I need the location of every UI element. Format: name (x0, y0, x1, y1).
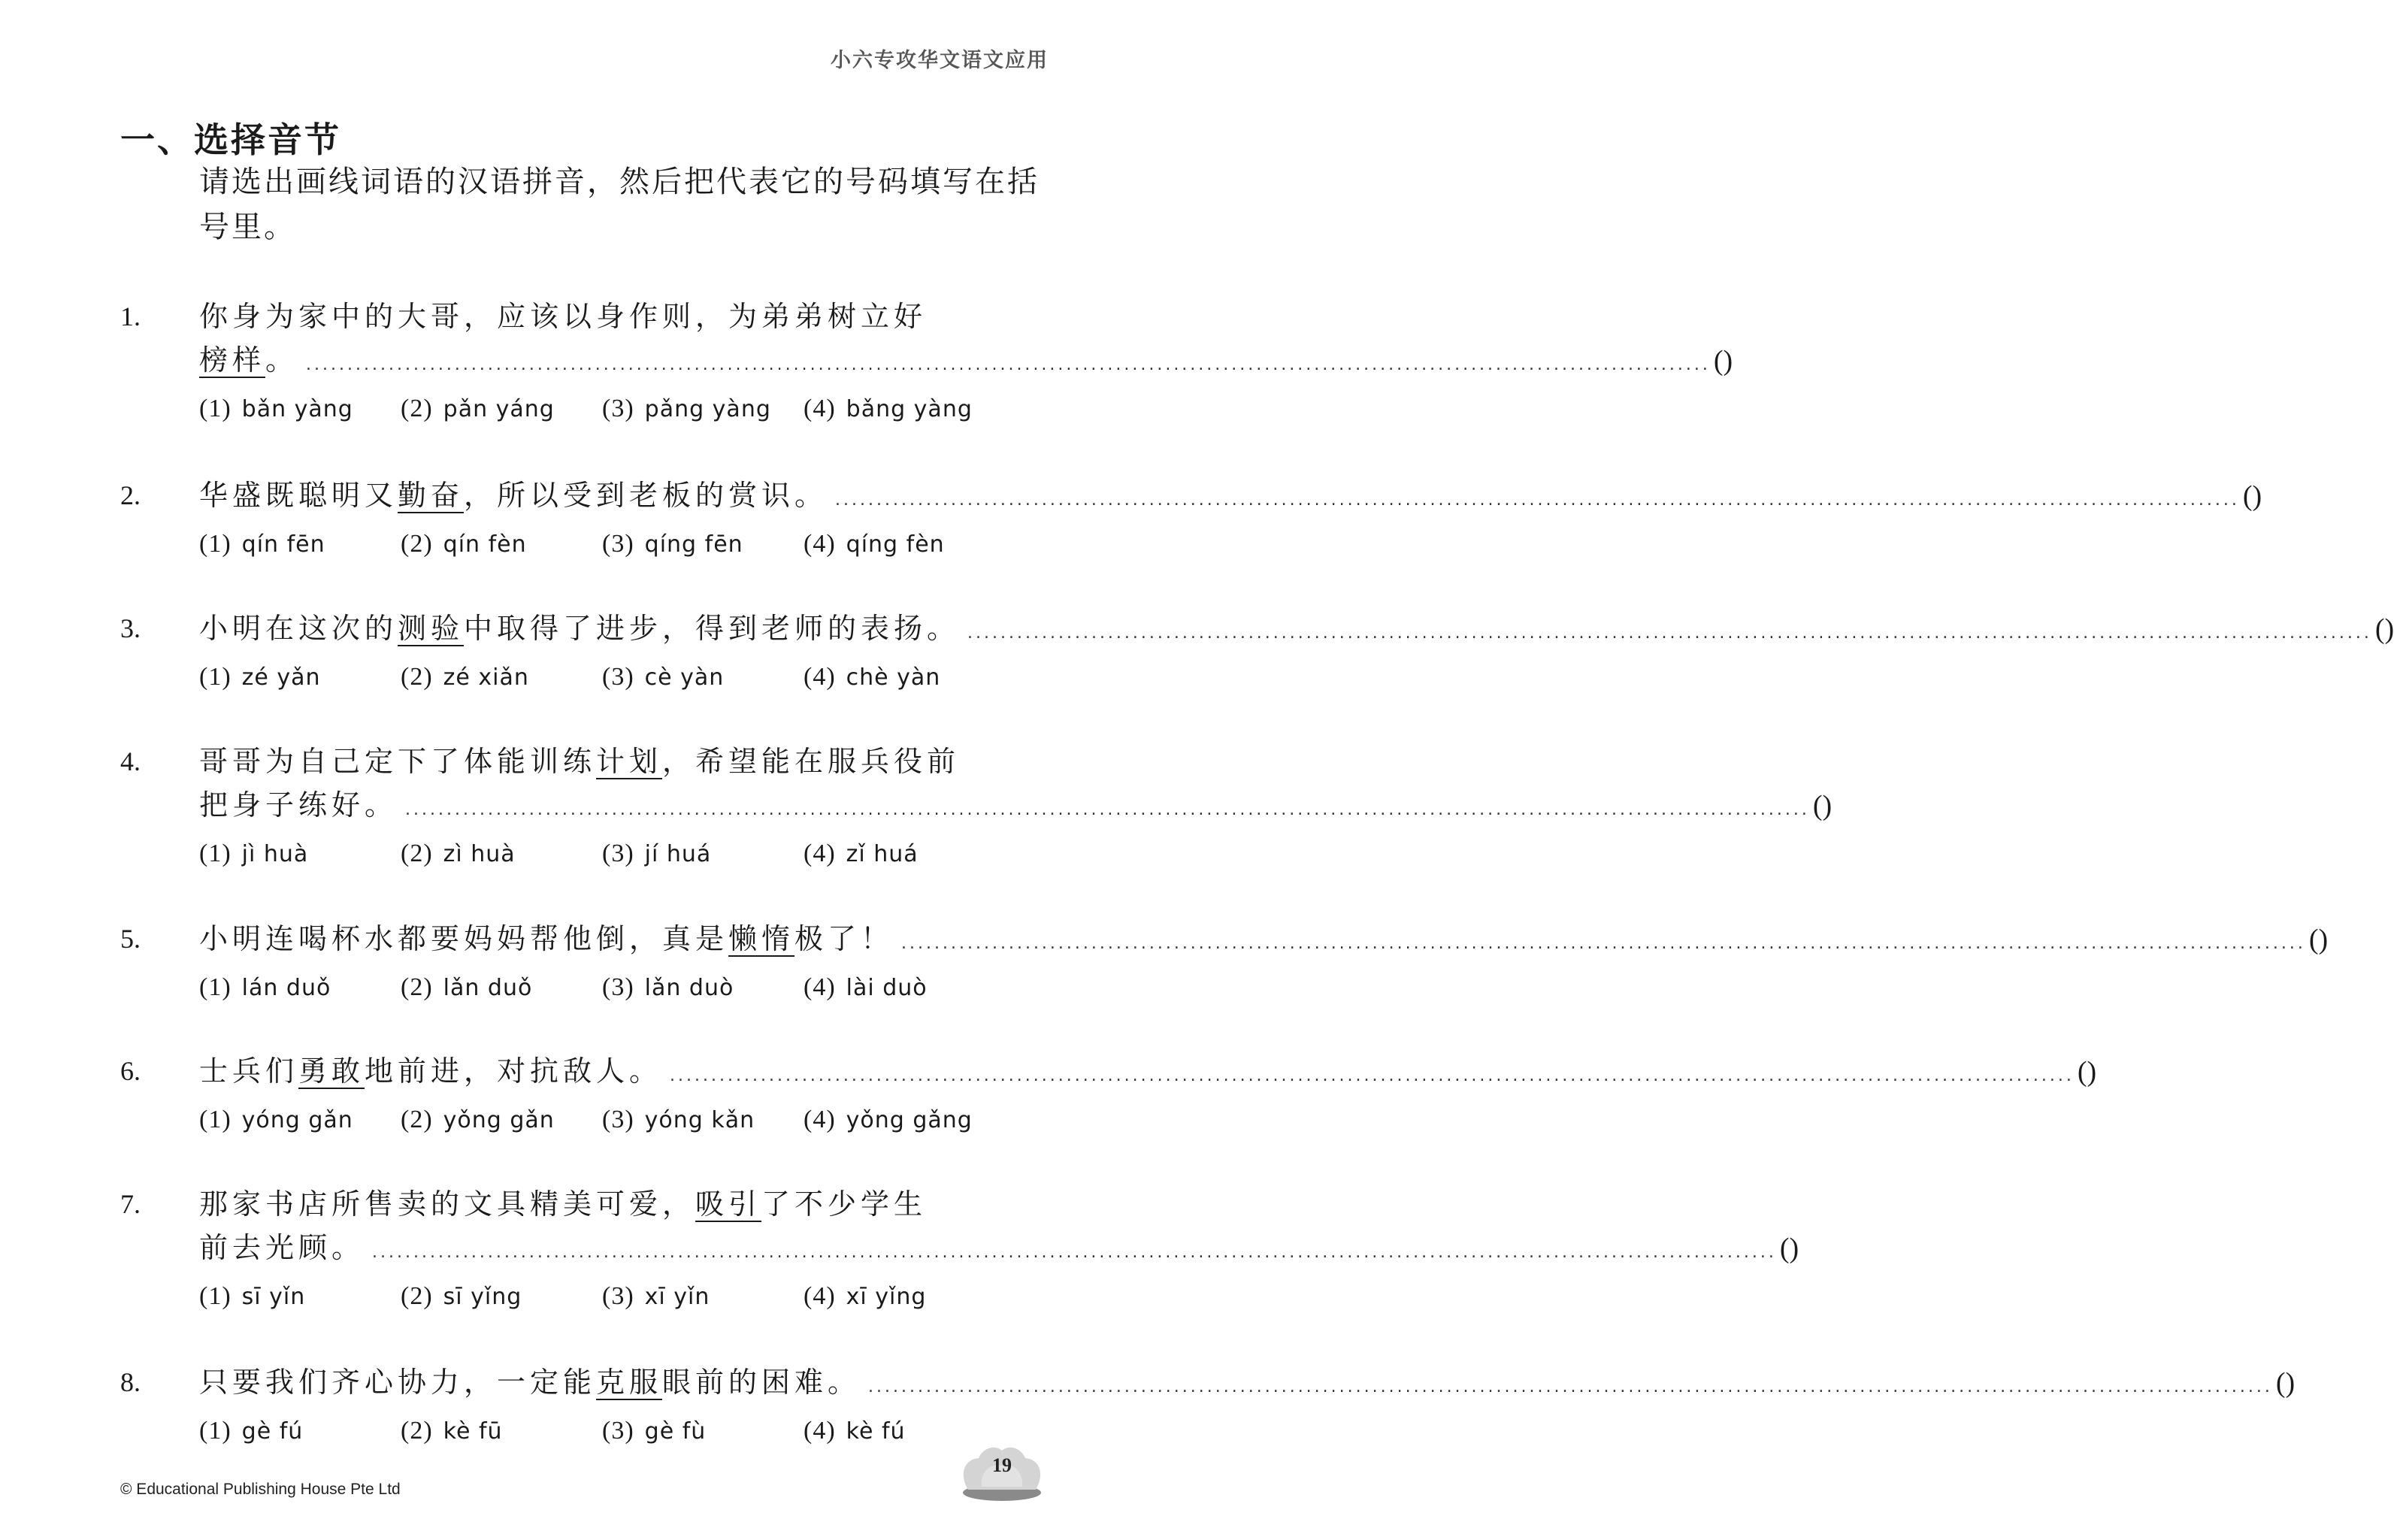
option-1: (1) jì huà (199, 840, 309, 867)
running-header: 小六专攻华文语文应用 (831, 49, 1049, 72)
question-number: 6. (120, 1056, 141, 1086)
question-text: 哥哥为自己定下了体能训练 (199, 745, 597, 778)
question-text: ，希望能在服兵役前 (662, 745, 961, 778)
option-2: (2) lǎn duǒ (401, 973, 533, 1001)
option-3: (3) xī yǐn (602, 1282, 710, 1310)
question-text: ，所以受到老板的赏识。 (464, 479, 828, 512)
question-text: 。 (265, 343, 299, 377)
dot-leader: .......................................................................................................................................................................... (306, 356, 1711, 374)
question-3 (120, 607, 2394, 697)
option-3: (3) lǎn duò (602, 973, 734, 1001)
answer-blank[interactable]: ( ) (2374, 613, 2394, 645)
option-1: (1) yóng gǎn (199, 1106, 353, 1133)
underlined-word: 懒惰 (728, 922, 795, 955)
question-text: 只要我们齐心协力，一定能 (199, 1366, 597, 1399)
answer-blank[interactable]: ( ) (2242, 480, 2262, 512)
option-2: (2) sī yǐng (401, 1282, 522, 1310)
copyright-footer: © Educational Publishing House Pte Ltd (120, 1481, 401, 1498)
question-number: 3. (120, 613, 141, 643)
option-4: (4) kè fú (804, 1417, 906, 1445)
option-2: (2) kè fū (401, 1417, 503, 1445)
option-4: (4) bǎng yàng (804, 395, 973, 422)
dot-leader: .......................................................................................................................................................................... (835, 491, 2240, 510)
question-number: 1. (120, 301, 141, 331)
option-4: (4) chè yàn (804, 663, 941, 691)
question-6 (120, 1049, 2097, 1140)
answer-blank[interactable]: ( ) (1779, 1233, 1799, 1264)
question-text: 了不少学生 (761, 1188, 928, 1221)
answer-blank[interactable]: ( ) (2077, 1056, 2097, 1088)
dot-leader: .......................................................................................................................................................................... (405, 800, 1810, 819)
dot-leader: .......................................................................................................................................................................... (868, 1378, 2273, 1396)
question-text: 小明在这次的 (199, 612, 398, 645)
question-text: 士兵们 (199, 1054, 299, 1088)
question-4 (120, 740, 1833, 874)
question-number: 5. (120, 924, 141, 954)
underlined-word: 测验 (398, 612, 465, 645)
underlined-word: 吸引 (695, 1188, 762, 1221)
option-4: (4) xī yǐng (804, 1282, 927, 1310)
option-1: (1) lán duǒ (199, 973, 331, 1001)
section-instruction: 请选出画线词语的汉语拼音，然后把代表它的号码填写在括号里。 (199, 165, 1040, 244)
dot-leader: .......................................................................................................................................................................... (372, 1243, 1777, 1262)
answer-blank[interactable]: ( ) (1713, 345, 1733, 377)
option-2: (2) yǒng gǎn (401, 1106, 555, 1133)
underlined-word: 克服 (596, 1366, 663, 1399)
option-4: (4) lài duò (804, 973, 928, 1001)
option-3: (3) cè yàn (602, 663, 725, 691)
option-2: (2) zì huà (401, 840, 516, 867)
option-2: (2) qín fèn (401, 530, 527, 558)
option-4: (4) qíng fèn (804, 530, 945, 558)
question-8 (120, 1360, 2296, 1451)
option-3: (3) pǎng yàng (602, 395, 771, 422)
option-4: (4) zǐ huá (804, 840, 919, 867)
question-text: 中取得了进步，得到老师的表扬。 (464, 612, 961, 645)
question-7 (120, 1182, 1799, 1317)
option-3: (3) qíng fēn (602, 530, 743, 558)
question-text: 你身为家中的大哥，应该以身作则，为弟弟树立好 (199, 300, 928, 333)
question-2 (120, 473, 2262, 564)
option-1: (1) qín fēn (199, 530, 325, 558)
question-text: 地前进，对抗敌人。 (365, 1054, 663, 1088)
question-text: 极了！ (794, 922, 894, 955)
option-3: (3) jí huá (602, 840, 712, 867)
option-2: (2) zé xiǎn (401, 663, 529, 691)
question-5 (120, 917, 2329, 1008)
option-1: (1) bǎn yàng (199, 395, 353, 422)
answer-blank[interactable]: ( ) (2275, 1367, 2296, 1399)
question-text: 那家书店所售卖的文具精美可爱， (199, 1188, 696, 1221)
answer-blank[interactable]: ( ) (2308, 924, 2329, 955)
question-number: 7. (120, 1189, 141, 1219)
dot-leader: .......................................................................................................................................................................... (967, 624, 2372, 643)
option-2: (2) pǎn yáng (401, 395, 555, 422)
question-text: 华盛既聪明又 (199, 479, 398, 512)
page-number: 19 (992, 1454, 1012, 1476)
underlined-word: 勇敢 (298, 1054, 365, 1088)
option-1: (1) gè fú (199, 1417, 304, 1445)
question-number: 2. (120, 480, 141, 510)
question-text: 小明连喝杯水都要妈妈帮他倒，真是 (199, 922, 729, 955)
dot-leader: .......................................................................................................................................................................... (901, 934, 2306, 953)
underlined-word: 计划 (596, 745, 663, 778)
question-number: 4. (120, 746, 141, 776)
answer-blank[interactable]: ( ) (1812, 790, 1833, 821)
underlined-word: 勤奋 (398, 479, 465, 512)
option-3: (3) yóng kǎn (602, 1106, 755, 1133)
underlined-word: 榜样 (199, 343, 266, 377)
question-text: 眼前的困难。 (662, 1366, 861, 1399)
option-1: (1) zé yǎn (199, 663, 321, 691)
question-number: 8. (120, 1367, 141, 1397)
question-text: 把身子练好。 (199, 788, 398, 821)
dot-leader: .......................................................................................................................................................................... (670, 1067, 2075, 1085)
section-title: 一、选择音节 (120, 120, 341, 160)
option-1: (1) sī yǐn (199, 1282, 306, 1310)
option-4: (4) yǒng gǎng (804, 1106, 973, 1133)
question-text: 前去光顾。 (199, 1231, 365, 1264)
option-3: (3) gè fù (602, 1417, 707, 1445)
question-1 (120, 295, 1733, 429)
